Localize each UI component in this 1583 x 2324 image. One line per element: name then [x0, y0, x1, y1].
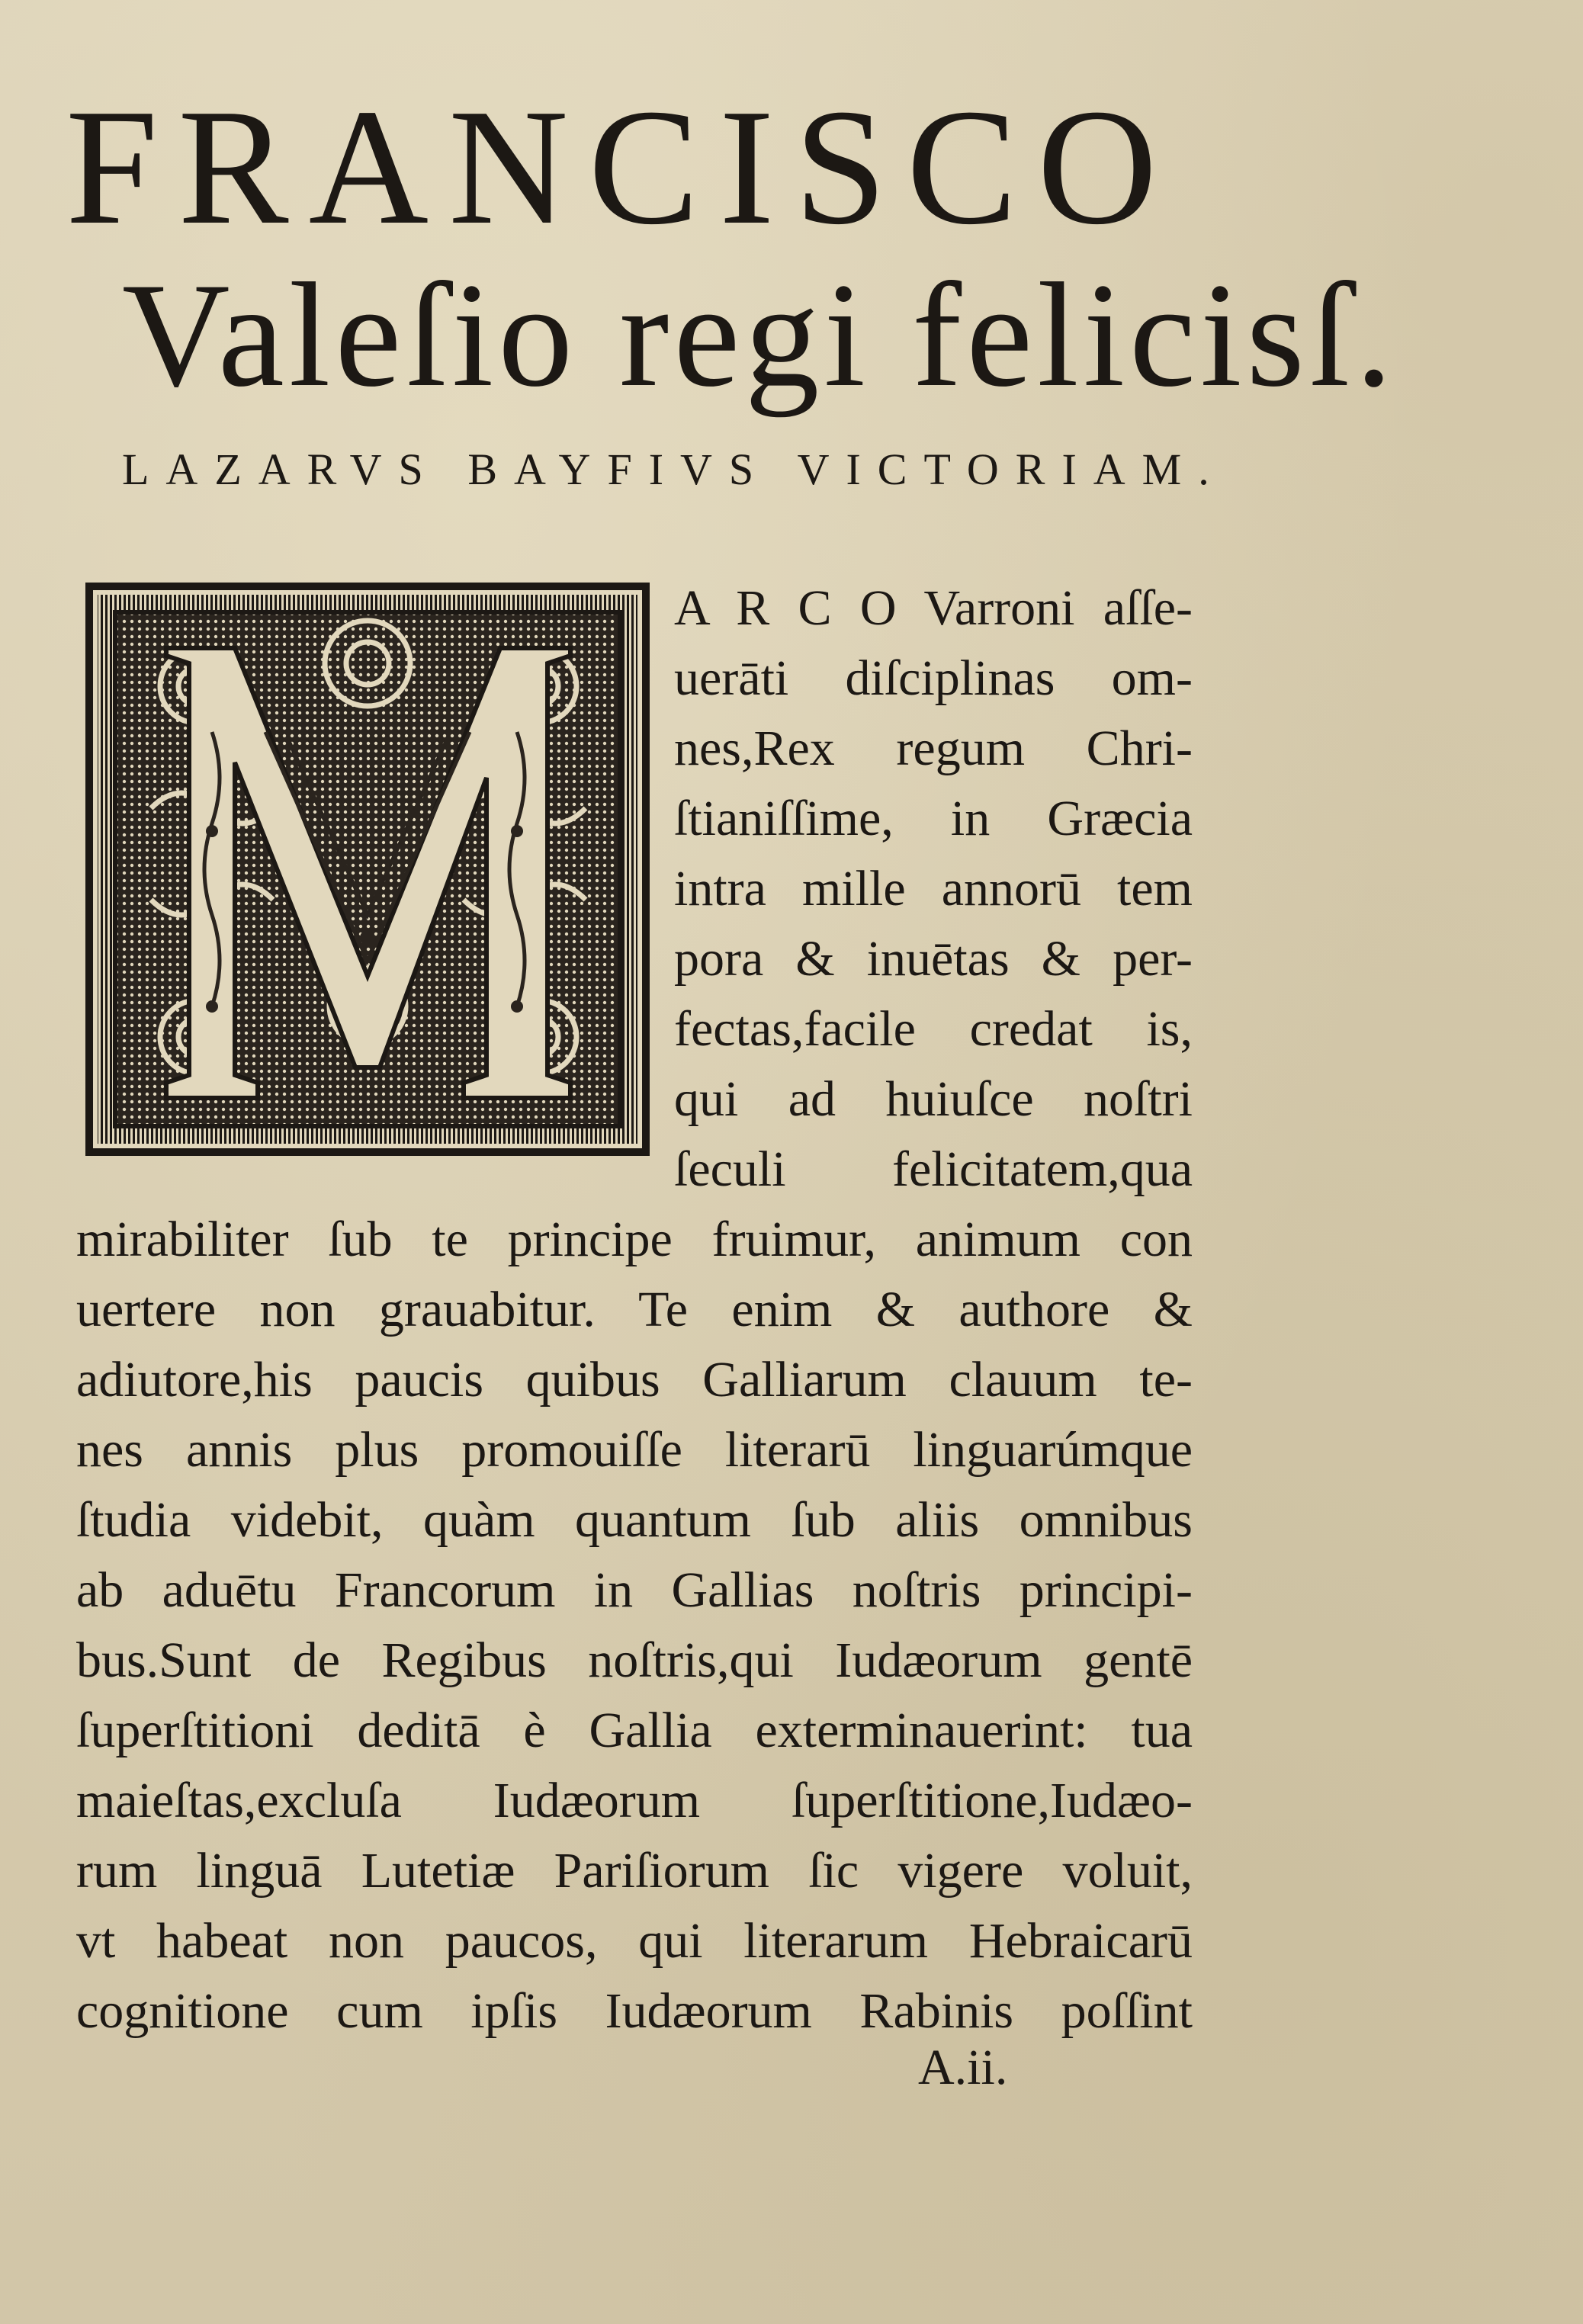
title-line-2: Valeſio regi felicisſ.: [122, 252, 1398, 418]
text-line: adiutore,his paucis quibus Galliarum clauum te-: [76, 1352, 1193, 1408]
text-line: uerāti diſciplinas om-: [674, 650, 1193, 706]
text-line: ſeculi felicitatem,qua: [674, 1141, 1193, 1197]
decorated-initial-m: [82, 579, 653, 1159]
text-line: cognitione cum ipſis Iudæorum Rabinis poſſint: [76, 1983, 1193, 2039]
text-line: maieſtas,excluſa Iudæorum ſuperſtitione,Iudæo-: [76, 1773, 1193, 1828]
text-line: bus.Sunt de Regibus noſtris,qui Iudæorum gentē: [76, 1632, 1193, 1688]
subtitle: LAZARVS BAYFIVS VICTORIAM.: [122, 445, 1226, 494]
text-line: nes,Rex regum Chri-: [674, 721, 1193, 776]
text-line: mirabiliter ſub te principe fruimur, animum con: [76, 1212, 1193, 1267]
text-line: ab aduētu Francorum in Gallias noſtris principi-: [76, 1562, 1193, 1618]
text-line: intra mille annorū tem: [674, 861, 1193, 916]
signature-mark: A.ii.: [918, 2040, 1008, 2095]
woodcut-initial-icon: [82, 579, 653, 1159]
text-line: qui ad huiuſce noſtri: [674, 1071, 1193, 1127]
title-line-1: FRANCISCO: [66, 75, 1177, 259]
text-line: pora & inuētas & per-: [674, 931, 1193, 987]
text-line: rum linguā Lutetiæ Pariſiorum ſic vigere voluit,: [76, 1843, 1193, 1899]
text-line: ſtudia videbit, quàm quantum ſub aliis omnibus: [76, 1492, 1193, 1548]
full-width-text: [76, 1205, 1193, 2046]
text-line: A R C O Varroni aſſe-: [674, 580, 1193, 636]
text-line: vt habeat non paucos, qui literarum Hebraicarū: [76, 1913, 1193, 1969]
text-line: ſtianiſſime, in Græcia: [674, 791, 1193, 846]
text-line: nes annis plus promouiſſe literarū linguarúmque: [76, 1422, 1193, 1478]
first-column-text: [674, 573, 1193, 1205]
text-line: ſuperſtitioni deditā è Gallia exterminauerint: tua: [76, 1703, 1193, 1758]
text-line: uertere non grauabitur. Te enim & authore &: [76, 1282, 1193, 1337]
text-line: fectas,facile credat is,: [674, 1001, 1193, 1057]
